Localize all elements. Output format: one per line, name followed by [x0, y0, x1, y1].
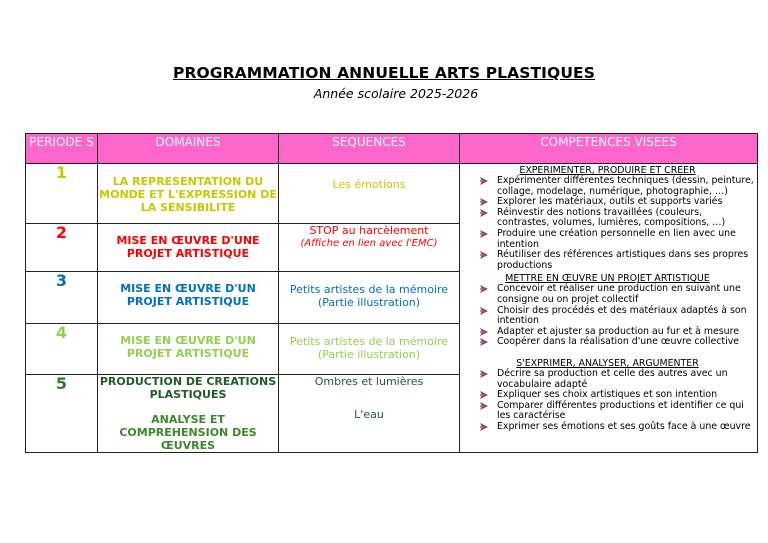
sequence-cell: STOP au harcèlement (Affiche en lien avec l'EMC) — [279, 224, 460, 272]
sequence-note: (Affiche en lien avec l'EMC) — [300, 238, 438, 249]
arrow-bullet-icon — [480, 328, 488, 336]
arrow-bullet-icon — [480, 391, 488, 399]
list-item: Adapter et ajuster sa production au fur et à mesure — [480, 327, 755, 338]
periode-number: 5 — [26, 375, 98, 453]
periode-number: 2 — [26, 224, 98, 272]
list-item: Explorer les matériaux, outils et supports variés — [480, 197, 755, 208]
sequence-cell: Petits artistes de la mémoire (Partie illustration) — [279, 272, 460, 324]
list-item: Coopérer dans la réalisation d'une œuvre collective — [480, 337, 755, 348]
list-item: Exprimer ses émotions et ses goûts face à une œuvre — [480, 422, 755, 433]
list-item: Produire une création personnelle en lien avec une intention — [480, 229, 755, 250]
header-competences: COMPETENCES VISEES — [460, 134, 758, 164]
header-sequences: SEQUENCES — [279, 134, 460, 164]
competence-heading: METTRE EN ŒUVRE UN PROJET ARTISTIQUE — [505, 273, 710, 285]
periode-number: 1 — [26, 164, 98, 224]
list-item: Décrire sa production et celle des autres avec un vocabulaire adapté — [480, 369, 755, 390]
periode-number: 4 — [26, 324, 98, 375]
competence-section — [460, 358, 755, 433]
list-item: Concevoir et réaliser une production en suivant une consigne ou on projet collectif — [480, 284, 755, 305]
competence-heading: EXPERIMENTER, PRODUIRE ET CREER — [519, 165, 696, 176]
table-header-row — [26, 134, 758, 164]
arrow-bullet-icon — [480, 423, 488, 431]
list-item: Choisir des procédés et des matériaux adaptés à son intention — [480, 306, 755, 327]
arrow-bullet-icon — [480, 285, 488, 293]
sequence-cell: Les émotions — [279, 164, 460, 224]
sequence-cell: Ombres et lumières L'eau — [279, 375, 460, 453]
header-periode: PERIODE S — [26, 134, 98, 164]
list-item: Comparer différentes productions et identifier ce qui les caractérise — [480, 401, 755, 422]
arrow-bullet-icon — [480, 370, 488, 378]
competence-section — [460, 273, 755, 348]
domaine-cell: LA REPRESENTATION DU MONDE ET L'EXPRESSION DE LA SENSIBILITE — [98, 164, 279, 224]
periode-number: 3 — [26, 272, 98, 324]
domaine-cell: MISE EN ŒUVRE D'UNE PROJET ARTISTIQUE — [98, 224, 279, 272]
domaine-cell: MISE EN ŒUVRE D'UN PROJET ARTISTIQUE — [98, 324, 279, 375]
arrow-bullet-icon — [480, 198, 488, 206]
arrow-bullet-icon — [480, 307, 488, 315]
arrow-bullet-icon — [480, 338, 488, 346]
arrow-bullet-icon — [480, 251, 488, 259]
arrow-bullet-icon — [480, 177, 488, 185]
list-item: Expliquer ses choix artistiques et son intention — [480, 390, 755, 401]
table-row — [26, 164, 758, 224]
domaine-cell: MISE EN ŒUVRE D'UN PROJET ARTISTIQUE — [98, 272, 279, 324]
document-title: PROGRAMMATION ANNUELLE ARTS PLASTIQUES — [173, 64, 595, 82]
competence-list — [460, 284, 755, 348]
arrow-bullet-icon — [480, 230, 488, 238]
arrow-bullet-icon — [480, 402, 488, 410]
competence-list — [460, 369, 755, 433]
competence-section — [460, 165, 755, 271]
sequence-cell: Petits artistes de la mémoire (Partie illustration) — [279, 324, 460, 375]
list-item: Expérimenter différentes techniques (dessin, peinture, collage, modelage, numérique, photographie, …) — [480, 176, 755, 197]
list-item: Réutiliser des références artistiques dans ses propres productions — [480, 250, 755, 271]
competences-cell — [460, 164, 758, 453]
competence-heading: S'EXPRIMER, ANALYSER, ARGUMENTER — [516, 357, 699, 369]
competence-list — [460, 176, 755, 271]
arrow-bullet-icon — [480, 209, 488, 217]
list-item: Réinvestir des notions travaillées (couleurs, contrastes, volumes, lumières, compositions, …) — [480, 208, 755, 229]
header-domaines: DOMAINES — [98, 134, 279, 164]
domaine-cell: PRODUCTION DE CREATIONS PLASTIQUES ANALYSE ET COMPREHENSION DES ŒUVRES — [98, 375, 279, 453]
document-subtitle: Année scolaire 2025-2026 — [313, 86, 479, 101]
programme-table — [25, 133, 758, 453]
